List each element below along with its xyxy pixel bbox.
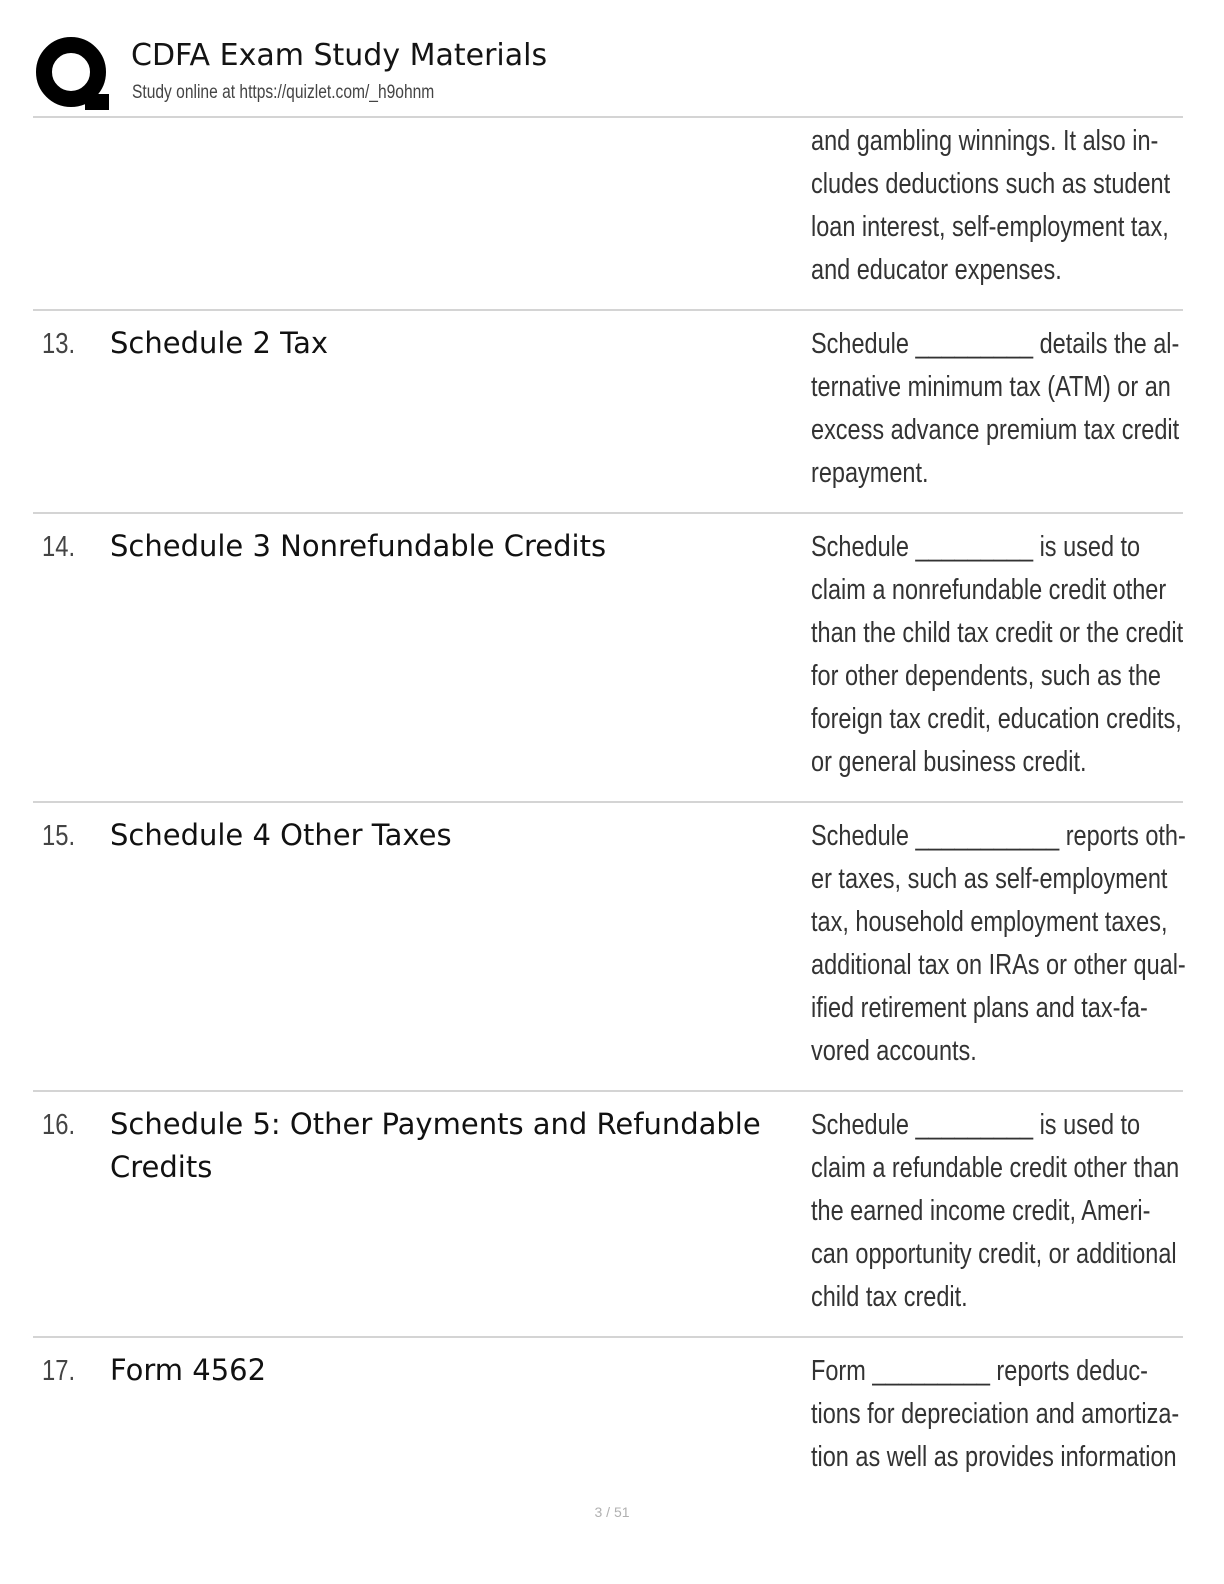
card-divider: [33, 1090, 1183, 1092]
card-number: 15.: [42, 820, 76, 852]
card-divider: [33, 512, 1183, 514]
card-definition: Schedule _________ details the al- ternative minimum tax (ATM) or an excess advance premium tax credit repayment.: [811, 328, 1180, 489]
card-definition: Schedule ___________ reports oth- er taxes, such as self-employment tax, household employment taxes, additional tax on IRAs or other qual- ified retirement plans and tax-fa- vored accounts.: [811, 820, 1186, 1067]
document-title: CDFA Exam Study Materials: [131, 38, 548, 73]
card-divider: [33, 801, 1183, 803]
card-definition: Form _________ reports deduc- tions for depreciation and amortiza- tion as well as provides information: [811, 1355, 1180, 1473]
page-number: 3 / 51: [594, 1504, 630, 1520]
card-term: Schedule 4 Other Taxes: [110, 818, 452, 852]
card-number: 16.: [42, 1109, 76, 1141]
quizlet-q-logo-icon: [35, 36, 111, 112]
card-number: 14.: [42, 531, 76, 563]
page-header: [33, 32, 1183, 116]
card-term: Form 4562: [110, 1353, 267, 1387]
card-number: 17.: [42, 1355, 76, 1387]
card-number: 13.: [42, 328, 76, 360]
card-term: Schedule 2 Tax: [110, 326, 328, 360]
card-divider: [33, 309, 1183, 311]
study-online-link[interactable]: Study online at https://quizlet.com/_h9ohnm: [132, 82, 435, 103]
header-divider: [33, 116, 1183, 118]
continued-definition: and gambling winnings. It also in- cludes deductions such as student loan interest, self-employment tax, and educator expenses.: [811, 125, 1171, 286]
card-divider: [33, 1336, 1183, 1338]
card-term: Schedule 3 Nonrefundable Credits: [110, 529, 607, 563]
card-definition: Schedule _________ is used to claim a nonrefundable credit other than the child tax credit or the credit for other dependents, such as the foreign tax credit, education credits, or general business credit.: [811, 531, 1184, 778]
card-definition: Schedule _________ is used to claim a refundable credit other than the earned income credit, Ameri- can opportunity credit, or additional child tax credit.: [811, 1109, 1180, 1313]
card-term: Schedule 5: Other Payments and Refundable Credits: [110, 1107, 761, 1184]
